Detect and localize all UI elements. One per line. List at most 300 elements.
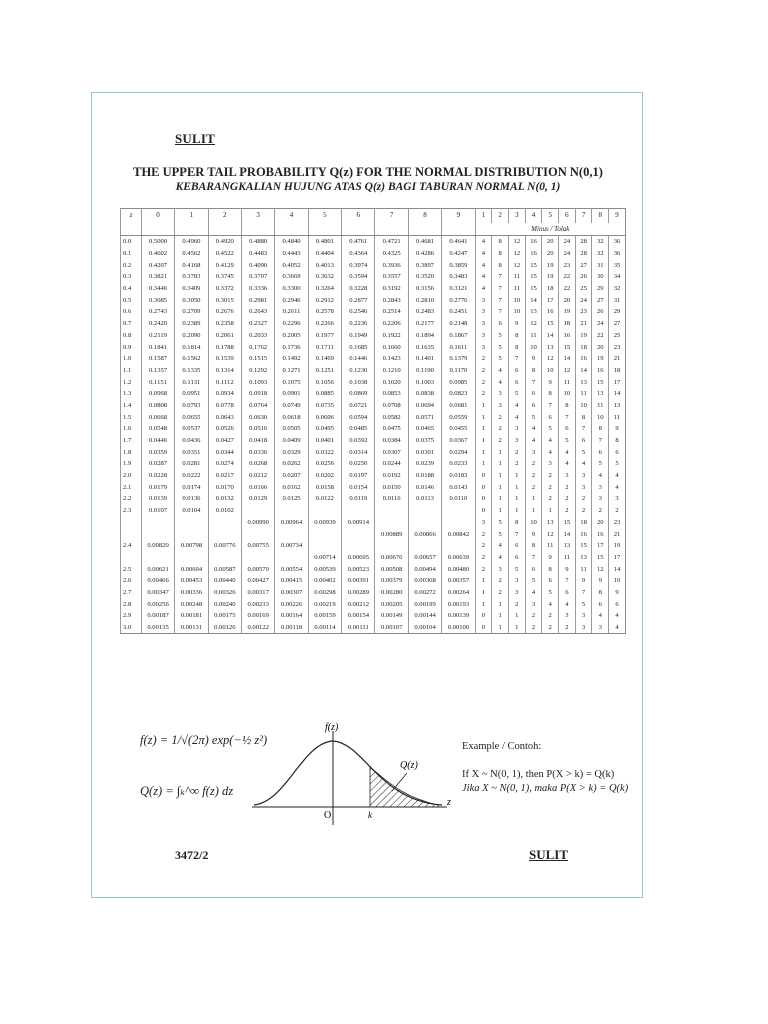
difference-cell: 8 (592, 587, 609, 599)
difference-cell: 6 (508, 376, 525, 388)
probability-cell: 0.00453 (175, 575, 208, 587)
probability-cell: 0.00135 (141, 622, 174, 634)
probability-cell: 0.3121 (442, 283, 475, 295)
difference-cell: 2 (492, 575, 509, 587)
probability-cell: 0.1539 (208, 353, 241, 365)
probability-cell: 0.2389 (175, 318, 208, 330)
header-difference: 2 (492, 209, 509, 224)
difference-cell: 13 (609, 400, 626, 412)
probability-cell: 0.1788 (208, 341, 241, 353)
difference-cell: 4 (525, 423, 542, 435)
probability-cell: 0.00219 (308, 598, 341, 610)
probability-cell: 0.00122 (241, 622, 274, 634)
probability-cell: 0.00889 (375, 528, 408, 540)
difference-cell: 19 (542, 271, 559, 283)
probability-cell: 0.4090 (241, 259, 274, 271)
probability-cell: 0.0202 (308, 470, 341, 482)
probability-cell: 0.2946 (275, 294, 308, 306)
table-row (121, 458, 626, 470)
probability-cell (308, 540, 341, 552)
probability-cell (342, 505, 375, 517)
difference-cell: 6 (492, 318, 509, 330)
probability-cell: 0.0485 (342, 423, 375, 435)
probability-cell: 0.2743 (141, 306, 174, 318)
difference-cell: 9 (609, 587, 626, 599)
z-value: 1.7 (121, 435, 142, 447)
difference-cell: 2 (475, 365, 492, 377)
probability-cell: 0.00226 (275, 598, 308, 610)
difference-cell: 5 (492, 353, 509, 365)
z-value: 1.5 (121, 411, 142, 423)
difference-cell: 2 (475, 563, 492, 575)
difference-cell: 6 (508, 365, 525, 377)
difference-cell: 5 (508, 563, 525, 575)
difference-cell: 3 (559, 470, 576, 482)
probability-cell (375, 540, 408, 552)
z-value: 0.5 (121, 294, 142, 306)
difference-cell: 18 (609, 365, 626, 377)
probability-cell: 0.0188 (408, 470, 441, 482)
probability-cell (241, 505, 274, 517)
difference-cell: 2 (475, 540, 492, 552)
probability-cell (141, 528, 174, 540)
probability-cell: 0.0594 (342, 411, 375, 423)
table-row (121, 248, 626, 260)
header-digit: 4 (275, 209, 308, 236)
document-title: THE UPPER TAIL PROBABILITY Q(z) FOR THE NORMAL DISTRIBUTION N(0,1) (133, 165, 603, 179)
difference-cell: 6 (559, 587, 576, 599)
difference-cell: 8 (508, 341, 525, 353)
difference-cell: 21 (575, 318, 592, 330)
probability-cell: 0.00357 (442, 575, 475, 587)
probability-cell: 0.0212 (241, 470, 274, 482)
difference-cell: 24 (575, 294, 592, 306)
probability-cell: 0.1190 (408, 365, 441, 377)
difference-cell: 14 (609, 563, 626, 575)
probability-cell (342, 528, 375, 540)
probability-cell: 0.1210 (375, 365, 408, 377)
difference-cell: 2 (525, 470, 542, 482)
probability-cell: 0.00154 (342, 610, 375, 622)
difference-cell: 4 (609, 481, 626, 493)
difference-cell: 9 (542, 552, 559, 564)
difference-cell: 15 (592, 376, 609, 388)
table-row (121, 563, 626, 575)
probability-cell: 0.1949 (342, 330, 375, 342)
probability-cell: 0.0158 (308, 481, 341, 493)
probability-cell: 0.0869 (342, 388, 375, 400)
probability-cell: 0.00280 (375, 587, 408, 599)
probability-cell: 0.00289 (342, 587, 375, 599)
probability-cell (408, 505, 441, 517)
table-row (121, 376, 626, 388)
probability-cell: 0.0418 (241, 435, 274, 447)
difference-cell: 2 (508, 598, 525, 610)
difference-cell: 2 (542, 481, 559, 493)
difference-cell: 3 (475, 306, 492, 318)
difference-cell: 24 (559, 236, 576, 248)
difference-cell: 3 (575, 622, 592, 634)
difference-cell: 36 (609, 248, 626, 260)
probability-cell: 0.00114 (308, 622, 341, 634)
difference-cell: 11 (592, 400, 609, 412)
probability-cell: 0.3085 (141, 294, 174, 306)
difference-cell: 12 (542, 528, 559, 540)
z-value: 2.3 (121, 505, 142, 517)
probability-cell: 0.0427 (208, 435, 241, 447)
probability-cell: 0.0268 (241, 458, 274, 470)
difference-cell: 23 (609, 517, 626, 529)
difference-cell: 2 (575, 493, 592, 505)
probability-cell: 0.3594 (342, 271, 375, 283)
table-row (121, 236, 626, 248)
probability-cell: 0.4801 (308, 236, 341, 248)
difference-cell: 30 (592, 271, 609, 283)
difference-cell: 21 (609, 353, 626, 365)
probability-cell: 0.0384 (375, 435, 408, 447)
difference-cell: 4 (592, 470, 609, 482)
difference-cell: 26 (592, 306, 609, 318)
probability-cell: 0.0823 (442, 388, 475, 400)
difference-cell: 4 (609, 470, 626, 482)
difference-cell: 4 (525, 587, 542, 599)
probability-cell: 0.1251 (308, 365, 341, 377)
probability-cell: 0.0150 (375, 481, 408, 493)
probability-cell: 0.3336 (241, 283, 274, 295)
probability-cell: 0.0375 (408, 435, 441, 447)
difference-cell: 7 (492, 271, 509, 283)
probability-cell: 0.2236 (342, 318, 375, 330)
probability-cell: 0.00539 (308, 563, 341, 575)
difference-cell: 4 (542, 598, 559, 610)
difference-cell: 22 (592, 330, 609, 342)
difference-cell: 11 (508, 283, 525, 295)
table-row (121, 400, 626, 412)
probability-cell: 0.00347 (141, 587, 174, 599)
header-digit: 6 (342, 209, 375, 236)
probability-cell: 0.00111 (342, 622, 375, 634)
probability-cell: 0.1314 (208, 365, 241, 377)
probability-cell: 0.0455 (442, 423, 475, 435)
table-row (121, 528, 626, 540)
probability-cell: 0.3974 (342, 259, 375, 271)
z-value: 0.4 (121, 283, 142, 295)
difference-cell: 3 (592, 481, 609, 493)
difference-cell: 4 (575, 458, 592, 470)
probability-cell: 0.00149 (375, 610, 408, 622)
difference-cell: 18 (575, 517, 592, 529)
probability-cell: 0.3372 (208, 283, 241, 295)
probability-cell: 0.1685 (342, 341, 375, 353)
probability-cell: 0.00336 (175, 587, 208, 599)
probability-cell: 0.0838 (408, 388, 441, 400)
difference-cell: 5 (575, 446, 592, 458)
difference-cell: 2 (475, 388, 492, 400)
difference-cell: 1 (492, 481, 509, 493)
difference-cell: 4 (475, 283, 492, 295)
document-subtitle: KEBARANGKALIAN HUJUNG ATAS Q(z) BAGI TABURAN NORMAL N(0, 1) (175, 181, 561, 193)
k-label: k (368, 810, 372, 820)
difference-cell: 3 (475, 330, 492, 342)
probability-cell: 0.00264 (442, 587, 475, 599)
difference-cell: 8 (492, 236, 509, 248)
probability-cell: 0.0122 (308, 493, 341, 505)
probability-cell: 0.00139 (442, 610, 475, 622)
difference-cell: 5 (559, 435, 576, 447)
difference-cell: 8 (492, 259, 509, 271)
difference-cell: 1 (542, 505, 559, 517)
probability-cell: 0.00326 (208, 587, 241, 599)
difference-cell: 5 (609, 458, 626, 470)
probability-cell: 0.0516 (241, 423, 274, 435)
difference-cell: 8 (542, 388, 559, 400)
difference-cell: 8 (592, 423, 609, 435)
probability-cell: 0.0217 (208, 470, 241, 482)
probability-cell (408, 517, 441, 529)
difference-cell: 23 (609, 341, 626, 353)
probability-cell: 0.4483 (241, 248, 274, 260)
probability-cell: 0.0934 (208, 388, 241, 400)
probability-cell: 0.0985 (442, 376, 475, 388)
difference-cell: 6 (525, 388, 542, 400)
probability-cell: 0.00391 (342, 575, 375, 587)
probability-cell: 0.0102 (208, 505, 241, 517)
header-difference: 7 (575, 209, 592, 224)
difference-cell: 5 (575, 598, 592, 610)
probability-cell: 0.00842 (442, 528, 475, 540)
probability-cell: 0.1093 (241, 376, 274, 388)
difference-cell: 6 (525, 400, 542, 412)
sulit-header: SULIT (175, 131, 216, 146)
probability-cell: 0.00193 (442, 598, 475, 610)
difference-cell: 0 (475, 470, 492, 482)
difference-cell: 2 (575, 505, 592, 517)
table-row (121, 610, 626, 622)
difference-cell: 18 (559, 318, 576, 330)
probability-cell: 0.0129 (241, 493, 274, 505)
difference-cell: 7 (575, 587, 592, 599)
difference-cell: 9 (508, 318, 525, 330)
difference-cell: 7 (508, 353, 525, 365)
difference-cell: 4 (475, 259, 492, 271)
table-row (121, 481, 626, 493)
difference-cell: 31 (592, 259, 609, 271)
probability-cell: 0.0359 (141, 446, 174, 458)
probability-cell: 0.00657 (408, 552, 441, 564)
difference-cell: 12 (525, 318, 542, 330)
table-row (121, 306, 626, 318)
probability-cell: 0.1230 (342, 365, 375, 377)
probability-cell: 0.2843 (375, 294, 408, 306)
difference-cell: 0 (475, 622, 492, 634)
header-difference: 3 (508, 209, 525, 224)
table-row (121, 598, 626, 610)
table-row (121, 318, 626, 330)
probability-cell: 0.4880 (241, 236, 274, 248)
q-formula-text: Q(z) = ∫ₖ^∞ f(z) dz (140, 784, 234, 798)
difference-cell: 2 (559, 481, 576, 493)
difference-cell: 13 (592, 388, 609, 400)
difference-cell: 16 (525, 248, 542, 260)
difference-cell: 8 (542, 563, 559, 575)
difference-cell: 2 (475, 552, 492, 564)
difference-cell: 5 (592, 458, 609, 470)
difference-cell: 24 (559, 248, 576, 260)
difference-cell: 6 (592, 598, 609, 610)
difference-cell: 2 (492, 423, 509, 435)
probability-cell: 0.0392 (342, 435, 375, 447)
probability-cell: 0.0681 (442, 400, 475, 412)
difference-cell: 3 (508, 587, 525, 599)
probability-cell: 0.00695 (342, 552, 375, 564)
probability-cell: 0.00440 (208, 575, 241, 587)
difference-cell: 1 (492, 598, 509, 610)
difference-cell: 5 (525, 575, 542, 587)
probability-cell: 0.0256 (308, 458, 341, 470)
difference-cell: 23 (559, 259, 576, 271)
z-value: 1.3 (121, 388, 142, 400)
difference-cell: 13 (525, 306, 542, 318)
difference-cell: 10 (508, 294, 525, 306)
probability-cell: 0.3821 (141, 271, 174, 283)
probability-cell: 0.00604 (175, 563, 208, 575)
table-row (121, 446, 626, 458)
probability-cell (442, 505, 475, 517)
difference-cell: 14 (525, 294, 542, 306)
difference-cell: 6 (508, 540, 525, 552)
probability-cell: 0.00402 (308, 575, 341, 587)
probability-cell: 0.0125 (275, 493, 308, 505)
probability-cell: 0.0113 (408, 493, 441, 505)
probability-cell: 0.1587 (141, 353, 174, 365)
probability-cell: 0.00676 (375, 552, 408, 564)
probability-cell (442, 517, 475, 529)
probability-cell: 0.00755 (241, 540, 274, 552)
probability-cell: 0.4168 (175, 259, 208, 271)
difference-cell: 1 (492, 458, 509, 470)
probability-cell: 0.00107 (375, 622, 408, 634)
difference-cell: 3 (592, 493, 609, 505)
probability-cell: 0.0244 (375, 458, 408, 470)
probability-cell: 0.00104 (408, 622, 441, 634)
probability-cell: 0.1357 (141, 365, 174, 377)
probability-cell: 0.00990 (241, 517, 274, 529)
difference-cell: 8 (609, 435, 626, 447)
table-row (121, 493, 626, 505)
table-row (121, 365, 626, 377)
difference-cell: 7 (559, 575, 576, 587)
probability-cell (208, 552, 241, 564)
probability-cell: 0.0655 (175, 411, 208, 423)
probability-cell: 0.0853 (375, 388, 408, 400)
probability-cell: 0.00240 (208, 598, 241, 610)
difference-cell: 7 (525, 552, 542, 564)
probability-cell (342, 540, 375, 552)
difference-cell: 3 (508, 423, 525, 435)
probability-cell: 0.1151 (141, 376, 174, 388)
probability-cell (175, 528, 208, 540)
probability-cell (308, 528, 341, 540)
probability-cell: 0.1660 (375, 341, 408, 353)
z-value: 2.8 (121, 598, 142, 610)
probability-cell: 0.2005 (275, 330, 308, 342)
difference-cell: 5 (492, 517, 509, 529)
table-row (121, 540, 626, 552)
probability-cell: 0.0143 (442, 481, 475, 493)
minus-label: Minus / Tolak (475, 223, 625, 236)
probability-cell (375, 505, 408, 517)
probability-cell: 0.0548 (141, 423, 174, 435)
probability-cell: 0.0885 (308, 388, 341, 400)
probability-cell: 0.0409 (275, 435, 308, 447)
probability-cell: 0.1379 (442, 353, 475, 365)
difference-cell: 3 (492, 388, 509, 400)
z-value: 2.5 (121, 563, 142, 575)
table-row (121, 552, 626, 564)
difference-cell: 0 (475, 481, 492, 493)
probability-cell: 0.4761 (342, 236, 375, 248)
probability-cell: 0.00866 (408, 528, 441, 540)
difference-cell: 7 (508, 528, 525, 540)
difference-cell: 3 (492, 563, 509, 575)
probability-cell: 0.2546 (342, 306, 375, 318)
probability-cell: 0.1075 (275, 376, 308, 388)
difference-cell: 3 (575, 610, 592, 622)
z-value: 2.1 (121, 481, 142, 493)
difference-cell: 19 (609, 540, 626, 552)
difference-cell: 1 (492, 505, 509, 517)
difference-cell: 8 (525, 365, 542, 377)
probability-cell: 0.0183 (442, 470, 475, 482)
probability-cell: 0.2061 (208, 330, 241, 342)
probability-cell: 0.4681 (408, 236, 441, 248)
probability-cell: 0.0793 (175, 400, 208, 412)
z-value: 0.6 (121, 306, 142, 318)
probability-cell: 0.3015 (208, 294, 241, 306)
probability-cell: 0.2578 (308, 306, 341, 318)
probability-cell: 0.1038 (342, 376, 375, 388)
probability-cell: 0.3897 (408, 259, 441, 271)
difference-cell: 0 (475, 505, 492, 517)
difference-cell: 1 (508, 610, 525, 622)
difference-cell: 32 (592, 236, 609, 248)
difference-cell: 27 (609, 318, 626, 330)
header-digit: 0 (141, 209, 174, 236)
probability-cell: 0.4247 (442, 248, 475, 260)
probability-cell: 0.0505 (275, 423, 308, 435)
probability-cell (275, 505, 308, 517)
normal-table-wrapper (120, 208, 626, 634)
z-value: 0.8 (121, 330, 142, 342)
probability-cell: 0.2119 (141, 330, 174, 342)
difference-cell: 1 (508, 505, 525, 517)
difference-cell: 11 (575, 563, 592, 575)
difference-cell: 1 (475, 400, 492, 412)
probability-cell (308, 505, 341, 517)
header-digit: 2 (208, 209, 241, 236)
probability-cell: 0.2709 (175, 306, 208, 318)
document-page (91, 92, 643, 898)
probability-cell: 0.2451 (442, 306, 475, 318)
probability-cell: 0.0436 (175, 435, 208, 447)
probability-cell: 0.0274 (208, 458, 241, 470)
probability-cell: 0.2810 (408, 294, 441, 306)
probability-cell: 0.1292 (241, 365, 274, 377)
difference-cell: 14 (575, 365, 592, 377)
probability-cell: 0.0721 (342, 400, 375, 412)
difference-cell: 6 (592, 446, 609, 458)
difference-cell: 19 (592, 353, 609, 365)
